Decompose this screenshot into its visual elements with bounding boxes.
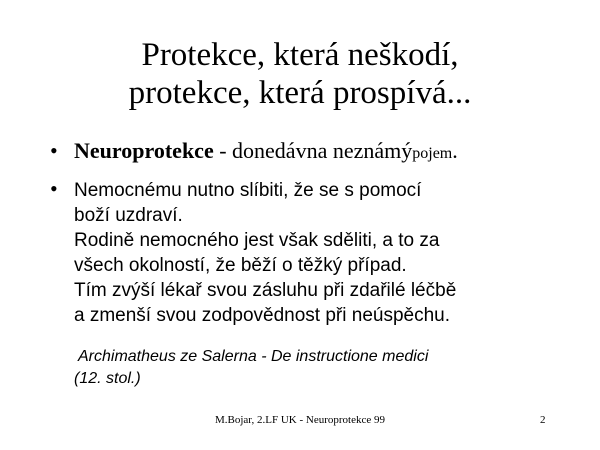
slide-title	[0, 36, 600, 112]
bullet-1-small-text: pojem	[412, 145, 453, 162]
page-number: 2	[540, 414, 546, 426]
title-line-2: protekce, která prospívá...	[128, 75, 472, 111]
quote-line-5: Tím zvýší lékař svou zásluhu při zdařilé léčbě	[74, 280, 457, 301]
footer-text: M.Bojar, 2.LF UK - Neuroprotekce 99	[214, 414, 386, 426]
quote-line-6: a zmenší svou zodpovědnost při neúspěchu.	[74, 305, 451, 326]
bullet-marker-2: •	[50, 176, 58, 201]
bullet-marker-1: •	[50, 138, 58, 163]
quote-line-1: Nemocnému nutno slíbiti, že se s pomocí	[74, 180, 422, 201]
quote-line-2: boží uzdraví.	[74, 205, 183, 226]
citation-line-2: (12. stol.)	[74, 370, 141, 387]
bullet-neuroprotection	[74, 138, 594, 167]
bullet-1-text: - donedávna neznámý	[213, 138, 413, 163]
bullet-1-bold-term: Neuroprotekce	[74, 138, 214, 163]
bullet-quote	[74, 178, 594, 328]
citation-line-1: Archimatheus ze Salerna - De instructione medici	[78, 348, 429, 365]
citation	[74, 346, 578, 390]
quote-line-3: Rodině nemocného jest však sděliti, a to za	[74, 230, 440, 251]
quote-line-4: všech okolností, že běží o těžký případ.	[74, 255, 407, 276]
title-line-1: Protekce, která neškodí,	[141, 37, 459, 73]
bullet-1-end: .	[452, 138, 458, 163]
